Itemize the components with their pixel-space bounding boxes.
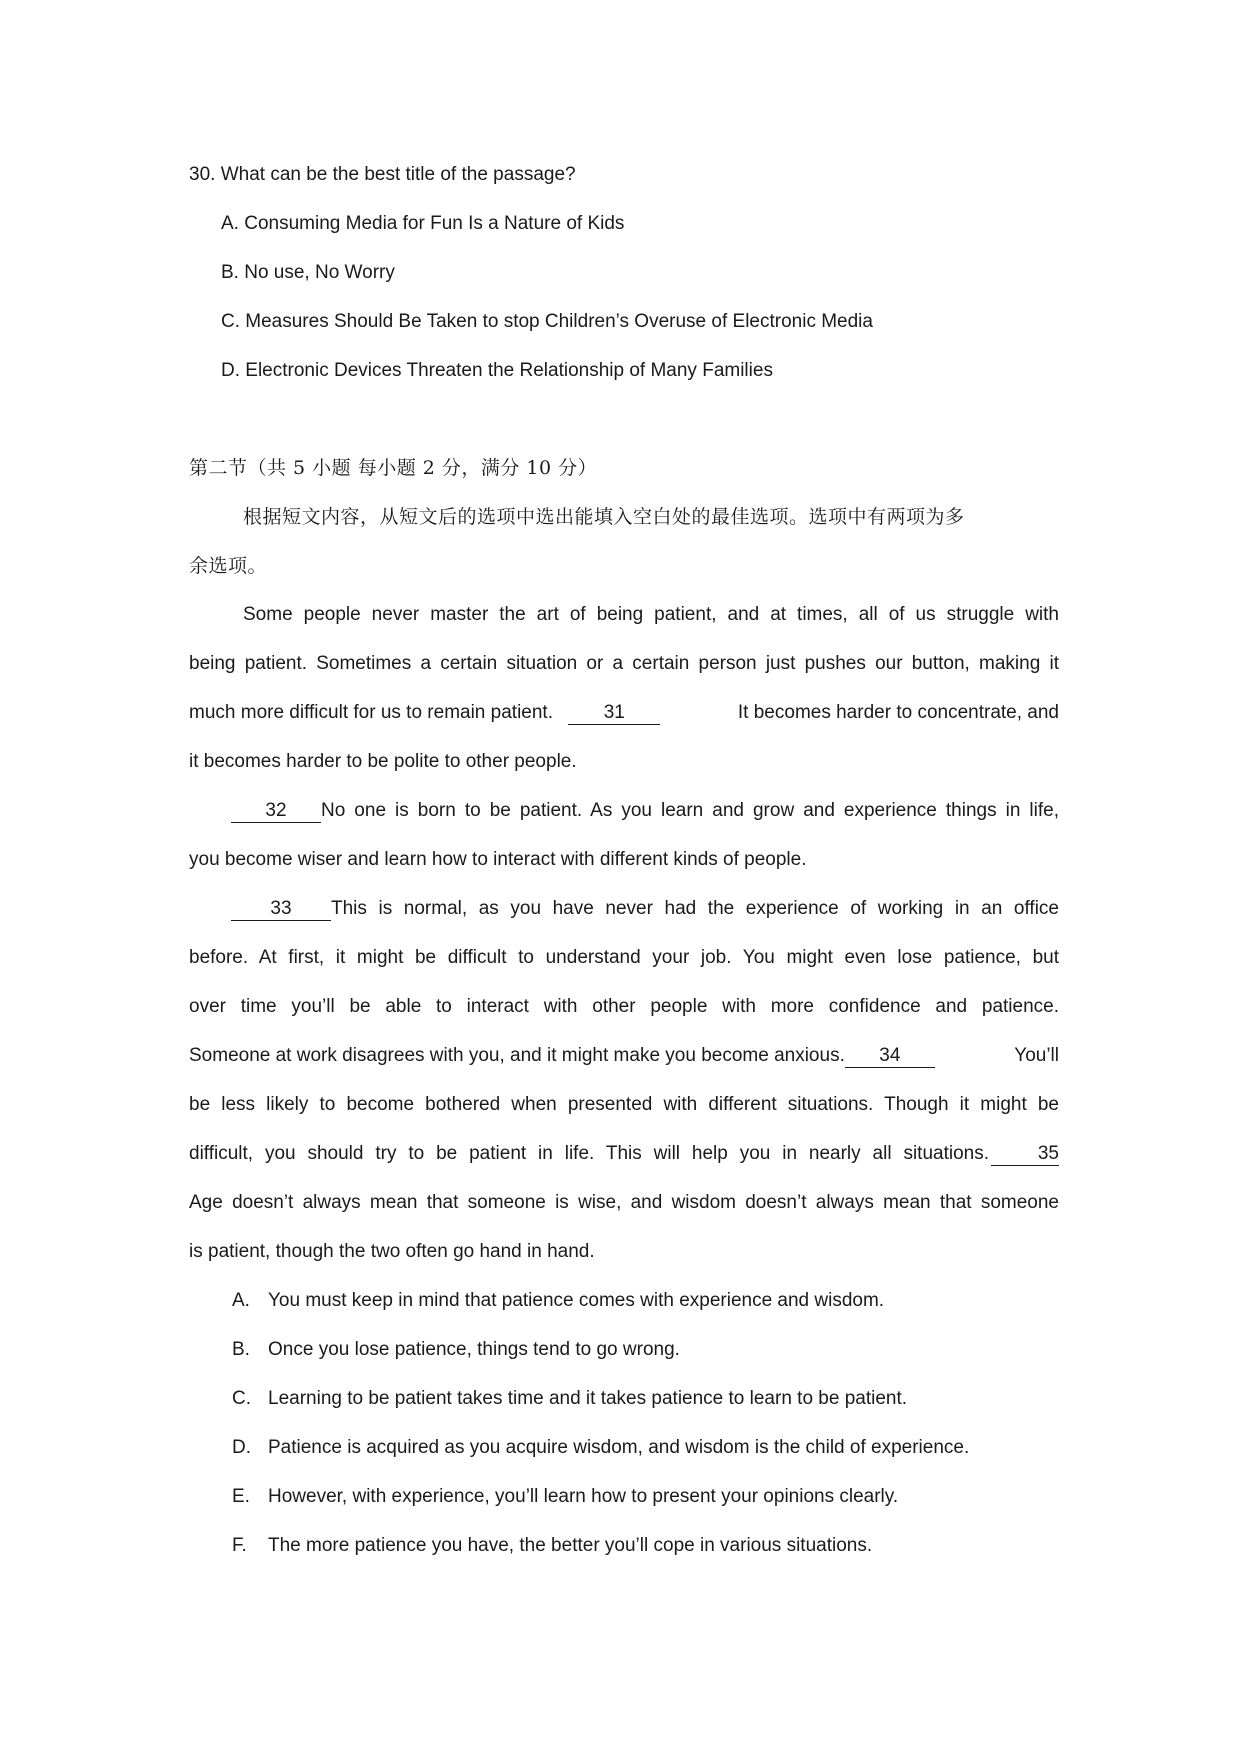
choice-letter: B. <box>232 1339 250 1360</box>
passage-p1-line3-end: It becomes harder to concentrate, and <box>737 702 1059 723</box>
passage-p3-line5: be less likely to become bothered when presented with different situations. Though it might be <box>189 1094 1059 1115</box>
passage-p3-line1: This is normal, as you have never had the experience of working in an office <box>331 898 1059 919</box>
passage-p3-line7: Age doesn’t always mean that someone is wise, and wisdom doesn’t always mean that someone <box>189 1192 1059 1213</box>
passage-p1-line3-start: much more difficult for us to remain patient. <box>189 702 553 723</box>
blank-33: 33 <box>231 898 331 921</box>
choice-e <box>232 1485 898 1509</box>
choice-c <box>232 1387 907 1411</box>
passage-p3-line4 <box>189 1044 935 1068</box>
passage-p2-line1-text: No one is born to be patient. As you learn and grow and experience things in life, <box>321 800 1059 821</box>
section-instruction-line1: 根据短文内容，从短文后的选项中选出能填入空白处的最佳选项。选项中有两项为多 <box>243 506 965 528</box>
blank-31: 31 <box>568 702 660 725</box>
passage-p2-line2: you become wiser and learn how to interact with different kinds of people. <box>189 849 807 870</box>
choice-letter: E. <box>232 1486 250 1507</box>
choice-text: The more patience you have, the better you’ll cope in various situations. <box>268 1535 873 1556</box>
passage-p3-line6-blank <box>991 1142 1059 1166</box>
choice-d <box>232 1436 969 1460</box>
passage-p3-line2: before. At first, it might be difficult to understand your job. You might even lose patience, but <box>189 947 1059 968</box>
passage-p3-line3: over time you’ll be able to interact with other people with more confidence and patience. <box>189 996 1059 1017</box>
passage-p1-line1: Some people never master the art of being patient, and at times, all of us struggle with <box>243 604 1059 625</box>
q30-option-a: A. Consuming Media for Fun Is a Nature of Kids <box>221 213 625 234</box>
choice-text: You must keep in mind that patience comes with experience and wisdom. <box>268 1290 885 1311</box>
q30-option-b: B. No use, No Worry <box>221 262 395 283</box>
choice-letter: F. <box>232 1535 247 1556</box>
blank-35: 35 <box>991 1143 1059 1166</box>
passage-p1-line3 <box>189 701 660 725</box>
q30-option-d: D. Electronic Devices Threaten the Relationship of Many Families <box>221 360 773 381</box>
choice-text: Patience is acquired as you acquire wisdom, and wisdom is the child of experience. <box>268 1437 970 1458</box>
passage-p1-line4: it becomes harder to be polite to other people. <box>189 751 577 772</box>
passage-p1-line2: being patient. Sometimes a certain situation or a certain person just pushes our button, making it <box>189 653 1059 674</box>
section-heading: 第二节（共 5 小题 每小题 2 分，满分 10 分） <box>189 457 598 479</box>
choice-a <box>232 1289 884 1313</box>
choice-letter: D. <box>232 1437 251 1458</box>
passage-p2-line1 <box>231 799 321 823</box>
question-30: 30. What can be the best title of the passage? <box>189 164 576 185</box>
choice-letter: A. <box>232 1290 250 1311</box>
section-instruction-line2: 余选项。 <box>189 555 268 577</box>
choice-letter: C. <box>232 1388 251 1409</box>
passage-p3-line4-end: You’ll <box>1014 1045 1059 1066</box>
choice-b <box>232 1338 680 1362</box>
choice-text: Learning to be patient takes time and it takes patience to learn to be patient. <box>268 1388 908 1409</box>
passage-p3-line1-blank <box>231 897 331 921</box>
choice-text: Once you lose patience, things tend to go wrong. <box>268 1339 680 1360</box>
choice-text: However, with experience, you’ll learn how to present your opinions clearly. <box>268 1486 899 1507</box>
choice-f <box>232 1534 872 1558</box>
blank-32: 32 <box>231 800 321 823</box>
blank-34: 34 <box>845 1045 935 1068</box>
passage-p3-line8: is patient, though the two often go hand in hand. <box>189 1241 595 1262</box>
passage-p3-line4-start: Someone at work disagrees with you, and it might make you become anxious. <box>189 1045 845 1066</box>
q30-option-c: C. Measures Should Be Taken to stop Children’s Overuse of Electronic Media <box>221 311 873 332</box>
passage-p3-line6: difficult, you should try to be patient in life. This will help you in nearly all situations. <box>189 1143 989 1164</box>
